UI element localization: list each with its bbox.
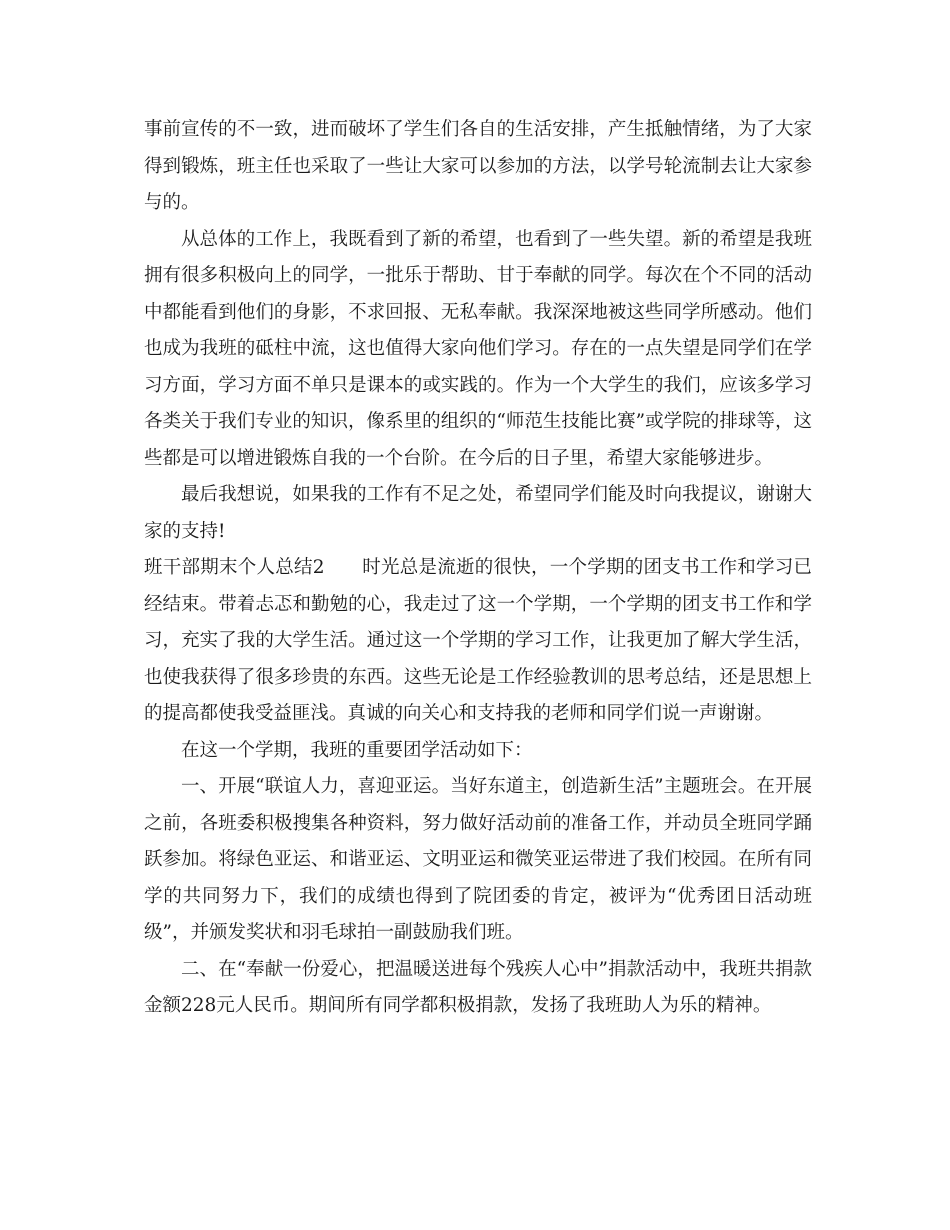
section-2-intro [144, 550, 812, 733]
paragraph-hopes: 从总体的工作上，我既看到了新的希望，也看到了一些失望。新的希望是我班拥有很多积极向上的同学，一批乐于帮助、甘于奉献的同学。每次在个不同的活动中都能看到他们的身影，不求回报、无私奉献。我深深地被这些同学所感动。他们也成为我班的砥柱中流，这也值得大家向他们学习。存在的一点失望是同学们在学习方面，学习方面不单只是课本的或实践的。作为一个大学生的我们，应该多学习各类关于我们专业的知识，像系里的组织的“师范生技能比赛”或学院的排球等，这些都是可以增进锻炼自我的一个台阶。在今后的日子里，希望大家能够进步。 [144, 228, 812, 469]
section-paragraph: 时光总是流逝的很快，一个学期的团支书工作和学习已经结束。带着忐忑和勤勉的心，我走过了这一个学期，一个学期的团支书工作和学习，充实了我的大学生活。通过这一个学期的学习工作，让我更加了解大学生活，也使我获得了很多珍贵的东西。这些无论是工作经验教训的思考总结，还是思想上的提高都使我受益匪浅。真诚的向关心和支持我的老师和同学们说一声谢谢。 [144, 557, 812, 724]
section-spacer [325, 557, 363, 578]
document-body [144, 112, 812, 1025]
paragraph-closing: 最后我想说，如果我的工作有不足之处，希望同学们能及时向我提议，谢谢大家的支持! [144, 484, 812, 542]
paragraph-continuation: 事前宣传的不一致，进而破坏了学生们各自的生活安排，产生抵触情绪，为了大家得到锻炼，班主任也采取了一些让大家可以参加的方法，以学号轮流制去让大家参与的。 [144, 119, 812, 213]
paragraph-activity-2: 二、在“奉献一份爱心，把温暖送进每个残疾人心中”捐款活动中，我班共捐款金额228元人民币。期间所有同学都积极捐款，发扬了我班助人为乐的精神。 [144, 958, 812, 1016]
section-title: 班干部期末个人总结2 [144, 557, 325, 578]
paragraph-activities-intro: 在这一个学期，我班的重要团学活动如下： [181, 739, 533, 761]
paragraph-activity-1: 一、开展“联谊人力，喜迎亚运。当好东道主，创造新生活”主题班会。在开展之前，各班委积极搜集各种资料，努力做好活动前的准备工作，并动员全班同学踊跃参加。将绿色亚运、和谐亚运、文明亚运和微笑亚运带进了我们校园。在所有同学的共同努力下，我们的成绩也得到了院团委的肯定，被评为“优秀团日活动班级”，并颁发奖状和羽毛球拍一副鼓励我们班。 [144, 776, 812, 943]
